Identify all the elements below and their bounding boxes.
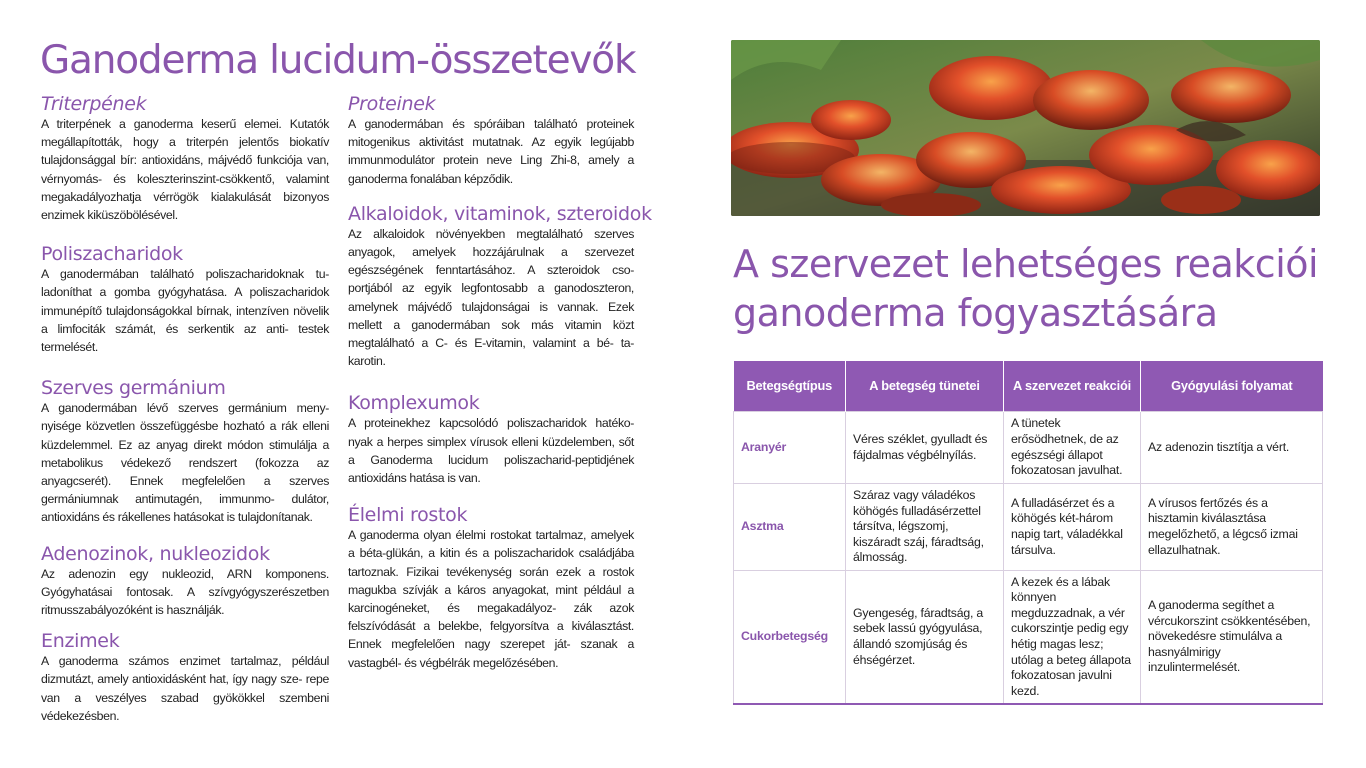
section-complexes [348, 392, 634, 487]
section-text: A ganodermában és spóráiban található proteinek mitogenikus aktivitást mutatnak. Az egyik legújabb immunmodulátor protein neve Ling Zhi-8, amely a ganoderma fonalában képződik. [348, 117, 634, 186]
section-triterpenes [41, 93, 329, 224]
ganoderma-mushroom-photo [731, 40, 1320, 216]
table-cell: A fulladásérzet és a köhögés két-három napig tart, váladékkal társulva. [1004, 484, 1141, 571]
section-text: Az adenozin egy nukleozid, ARN komponens. Gyógyhatásai fontosak. A szívgyógyszerészetben ritmusszabályozóként is használják. [41, 566, 329, 618]
section-polysaccharides [41, 243, 329, 356]
table-cell: A ganoderma segíthet a vércukorszint csökkentésében, növekedésre stimulálva a hasnyálmirigy inzulintermelését. [1141, 571, 1323, 705]
table-title-line1: A szervezet lehetséges reakciói [733, 242, 1319, 286]
section-germanium [41, 377, 329, 526]
disease-name: Aranyér [734, 412, 846, 484]
section-heading: Alkaloidok, vitaminok, szteroidok [348, 202, 652, 225]
section-heading: Komplexumok [348, 392, 480, 415]
section-adenosines [41, 543, 329, 620]
section-heading: Adenozinok, nukleozidok [41, 542, 270, 565]
table-cell: Az adenozin tisztítja a vért. [1141, 412, 1323, 484]
column-header: Gyógyulási folyamat [1141, 361, 1323, 412]
column-header: A szervezet reakciói [1004, 361, 1141, 412]
section-text: A ganodermában található poliszacharidoknak tu- ladoníthat a gomba gyógyhatása. A poliszacharidok immunépítő tulajdonságokkal bírnak, intenzíven növelik a limfociták számát, és serkentik az anti- testek termelését. [41, 267, 329, 355]
section-dietary-fibres [348, 504, 634, 672]
section-text: A triterpének a ganoderma keserű elemei. Kutatók megállapították, hogy a triterpén jelentős biokatív tulajdonsággal bír: antioxidáns, májvédő funkciója van, vérnyomás- és koleszterinszint-csökkentő, valamint megakadályozhatja vérrögök kialakulását bizonyos enzimek kiküszöbölésével. [41, 117, 329, 223]
table-header-row [734, 361, 1323, 412]
section-heading: Enzimek [41, 630, 120, 653]
section-text: A ganoderma számos enzimet tartalmaz, például dizmutázt, amely antioxidásként hat, így nagy sze- repe van a veszélyes szabad gyökökkel szembeni védekezésben. [41, 654, 329, 723]
table-cell: Gyengeség, fáradtság, a sebek lassú gyógyulása, állandó szomjúság és éhségérzet. [846, 571, 1004, 705]
section-text: Az alkaloidok növényekben megtalálható szerves anyagok, amelyek hozzájárulnak a szervezet egészségének fenntartásához. A szteroidok cso- portjából az egyik legfontosabb a ganodoszteron, amelynek májvédő tulajdonságai is vannak. Ezek mellett a ganodermában sok más vitamin közt megtalálható a C- és E-vitamin, valamint a bé- ta-karotin. [348, 226, 634, 369]
section-heading: Élelmi rostok [348, 504, 468, 527]
table-cell: Száraz vagy váladékos köhögés fulladásérzettel társítva, légszomj, kiszáradt száj, fáradtság, álmosság. [846, 484, 1004, 571]
disease-name: Cukorbetegség [734, 571, 846, 705]
table-cell: A kezek és a lábak könnyen megduzzadnak, a vér cukorszintje pedig egy hétig magas lesz; utólag a beteg állapota fokozatosan javulni kezd. [1004, 571, 1141, 705]
table-row [734, 571, 1323, 705]
disease-reaction-table [733, 361, 1323, 705]
page-title: Ganoderma lucidum-összetevők [40, 38, 636, 83]
section-alkaloids [348, 202, 652, 371]
section-heading: Triterpének [41, 93, 147, 115]
left-column-2 [348, 93, 652, 672]
table-title-line2: ganoderma fogyasztására [733, 291, 1218, 335]
table-title [733, 240, 1353, 338]
section-text: A ganodermában lévő szerves germánium meny- nyisége közvetlen összefüggésbe hozható a rák elleni küzdelemmel. Ez az anyag direkt módon stimulálja a metabolikus védekező rendszert (fokozza az anyagcserét). Ennek megfelelően a szerves germániumnak antimutagén, immunmo- dulátor, antioxidáns és rákellenes hatásokat is tulajdonítanak. [41, 401, 329, 525]
column-header: Betegségtípus [734, 361, 846, 412]
section-heading: Proteinek [348, 93, 436, 115]
section-heading: Poliszacharidok [41, 243, 183, 266]
section-enzymes [41, 630, 329, 725]
table-cell: A tünetek erősödhetnek, de az egészségi állapot fokozatosan javulhat. [1004, 412, 1141, 484]
disease-name: Asztma [734, 484, 846, 571]
column-header: A betegség tünetei [846, 361, 1004, 412]
section-text: A ganoderma olyan élelmi rostokat tartalmaz, amelyek a béta-glükán, a kitin és a poliszacharidok családjába tartoznak. Fizikai tevékenység során ezek a rostok magukba szívják a káros anyagokat, mint például a karcinogéneket, és megakadályoz- zák azok felszívódását a belekbe, felgyorsítva a kiválasztást. Ennek megfelelően nagy szerepet ját- szanak a vastagbél- és végbélrák megelőzésében. [348, 528, 634, 670]
table-row [734, 412, 1323, 484]
section-text: A proteinekhez kapcsolódó poliszacharidok hatéko- nyak a herpes simplex vírusok elleni küzdelemben, sőt a Ganoderma lucidum poliszacharid-peptidjének antioxidáns hatása is van. [348, 416, 634, 486]
table-row [734, 484, 1323, 571]
section-proteins [348, 93, 634, 188]
table-cell: Véres széklet, gyulladt és fájdalmas végbélnyílás. [846, 412, 1004, 484]
table-cell: A vírusos fertőzés és a hisztamin kiválasztása megelőzhető, a légcső izmai ellazulhatnak. [1141, 484, 1323, 571]
section-heading: Szerves germánium [41, 377, 226, 400]
left-column-1 [41, 93, 329, 725]
